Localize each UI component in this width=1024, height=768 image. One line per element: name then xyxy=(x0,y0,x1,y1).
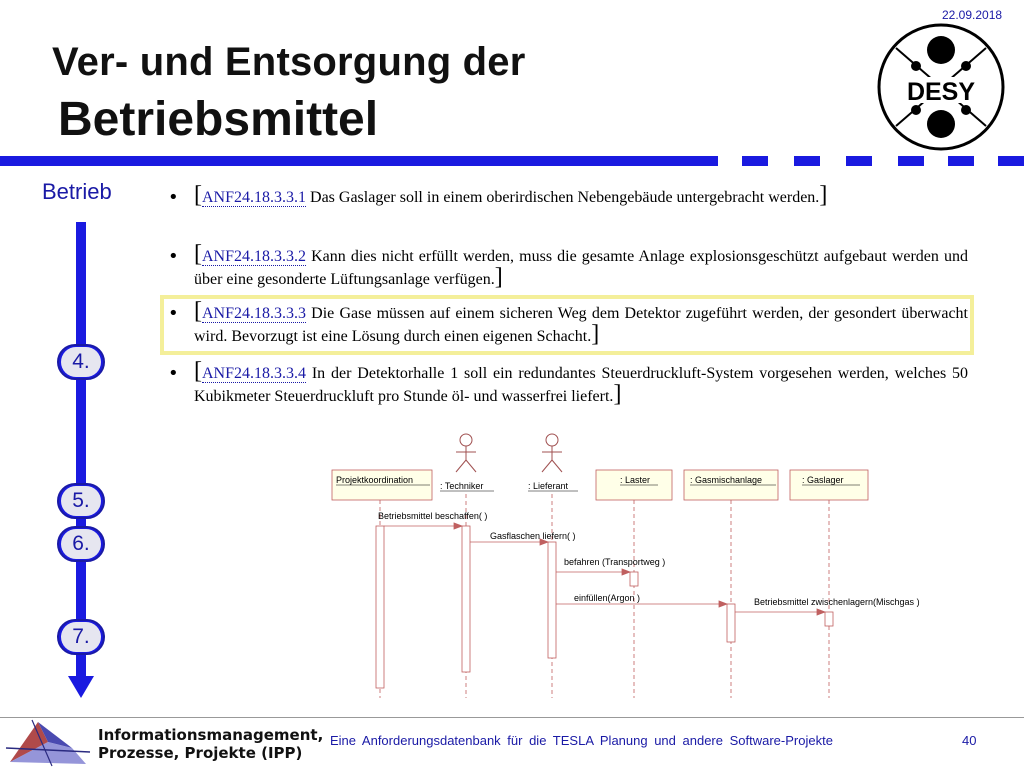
desy-logo xyxy=(874,20,1008,154)
title-line-1: Ver- und Entsorgung der xyxy=(52,40,526,84)
step-label: 7. xyxy=(61,622,101,652)
requirement-item: • [ANF24.18.3.3.2 Kann dies nicht erfüllt werden, muss die gesamte Anlage explosionsgeschützt aufgebaut werden und über eine gesonderte Lüftungsanlage verfügen.] xyxy=(168,241,968,290)
object-label: : Techniker xyxy=(440,481,484,491)
title-line-2: Betriebsmittel xyxy=(58,93,379,146)
step-7[interactable] xyxy=(57,619,105,655)
header-rule xyxy=(0,156,718,166)
org-name xyxy=(98,726,323,762)
process-arrow-head xyxy=(68,676,94,698)
requirement-text: Die Gase müssen auf einem sicheren Weg dem Detektor zugeführt werden, der gesondert überwacht wird. Bevorzugt ist eine Lösung durch einen eigenen Schacht. xyxy=(194,305,968,345)
step-6[interactable] xyxy=(57,526,105,562)
step-4[interactable] xyxy=(57,344,105,380)
requirement-text: Das Gaslager soll in einem oberirdischen Nebengebäude untergebracht werden. xyxy=(306,189,820,206)
object-label: : Lieferant xyxy=(528,481,569,491)
object-label: : Gaslager xyxy=(802,475,844,485)
requirement-id[interactable]: ANF24.18.3.3.4 xyxy=(202,365,307,382)
step-label: 6. xyxy=(61,529,101,559)
actor-icon xyxy=(542,434,562,472)
date: 22.09.2018 xyxy=(942,8,1003,22)
requirement-item: • [ANF24.18.3.3.3 Die Gase müssen auf einem sicheren Weg dem Detektor zugeführt werden, der gesondert überwacht wird. Bevorzugt ist eine Lösung durch einen eigenen Schacht.] xyxy=(168,298,968,347)
desy-logo-text: DESY xyxy=(906,78,976,106)
object-label: Projektkoordination xyxy=(336,475,414,485)
header-rule-dash xyxy=(948,156,974,166)
step-label: 4. xyxy=(61,347,101,377)
actor-icon xyxy=(456,434,476,472)
sidebar-label: Betrieb xyxy=(42,179,112,204)
message-label: Betriebsmittel zwischenlagern(Mischgas ) xyxy=(754,597,920,607)
requirement-item: • [ANF24.18.3.3.4 In der Detektorhalle 1 soll ein redundantes Steuerdruckluft-System vorgesehen werden, welches 50 Kubikmeter Steuerdruckluft pro Stunde öl- und wasserfrei liefert.] xyxy=(168,358,968,407)
requirement-id[interactable]: ANF24.18.3.3.1 xyxy=(202,189,307,206)
message-label: befahren (Transportweg ) xyxy=(564,557,666,567)
requirement-id[interactable]: ANF24.18.3.3.3 xyxy=(202,305,307,322)
requirement-id[interactable]: ANF24.18.3.3.2 xyxy=(202,248,307,265)
step-label: 5. xyxy=(61,486,101,516)
process-arrow-shaft xyxy=(76,222,86,678)
bullet-icon: • xyxy=(168,187,179,208)
header-rule-dash xyxy=(998,156,1024,166)
sequence-diagram xyxy=(320,428,970,708)
bullet-icon: • xyxy=(168,363,179,384)
message-label: Gasflaschen liefern( ) xyxy=(490,531,576,541)
message-label: Betriebsmittel beschaffen( ) xyxy=(378,511,488,521)
requirement-text: Kann dies nicht erfüllt werden, muss die gesamte Anlage explosionsgeschützt aufgebaut werden und über eine gesonderte Lüftungsanlage verfügen. xyxy=(194,248,968,288)
message-label: einfüllen(Argon ) xyxy=(574,593,641,603)
bullet-icon: • xyxy=(168,303,179,324)
requirement-item: • [ANF24.18.3.3.1 Das Gaslager soll in einem oberirdischen Nebengebäude untergebracht werden.] xyxy=(168,182,828,208)
object-label: : Laster xyxy=(620,475,651,485)
bullet-icon: • xyxy=(168,246,179,267)
requirement-text: In der Detektorhalle 1 soll ein redundantes Steuerdruckluft-System vorgesehen werden, welches 50 Kubikmeter Steuerdruckluft pro Stunde öl- und wasserfrei liefert. xyxy=(194,365,968,405)
org-line-1: Informationsmanagement, xyxy=(98,726,324,744)
header-rule-dash xyxy=(846,156,872,166)
footer-rule xyxy=(0,717,1024,718)
header-rule-dash xyxy=(898,156,924,166)
footer-caption: Eine Anforderungsdatenbank für die TESLA Planung und andere Software-Projekte xyxy=(330,733,833,748)
header-rule-dash xyxy=(794,156,820,166)
header-rule-dash xyxy=(742,156,768,166)
object-label: : Gasmischanlage xyxy=(690,475,763,485)
org-line-2: Prozesse, Projekte (IPP) xyxy=(98,744,303,762)
page-number: 40 xyxy=(962,733,977,748)
ipp-logo xyxy=(2,718,94,768)
step-5[interactable] xyxy=(57,483,105,519)
